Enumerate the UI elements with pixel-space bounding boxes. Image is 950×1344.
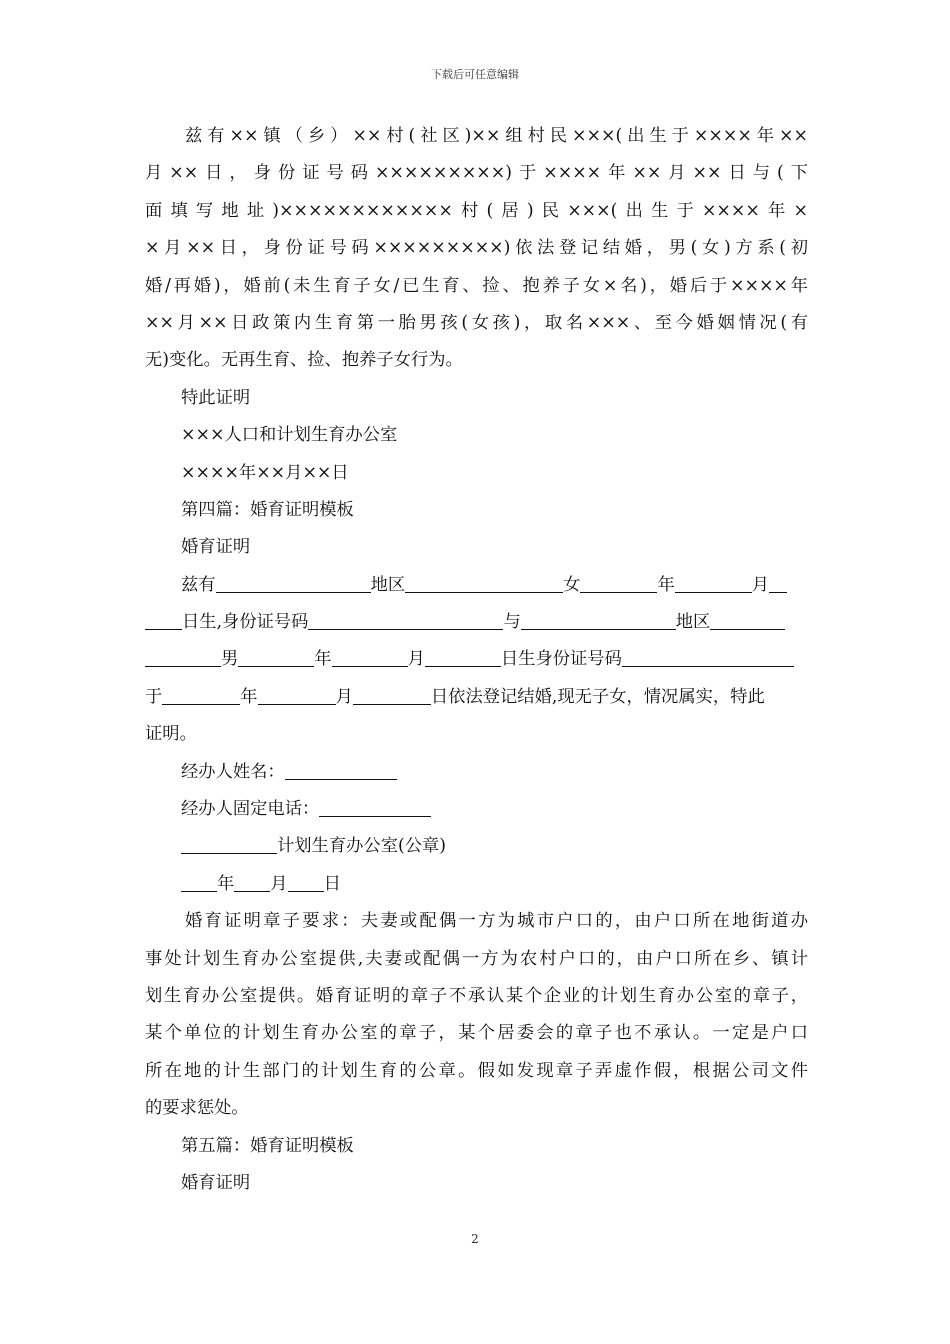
para2-line: 某个单位的计划生育办公室的章子，某个居委会的章子也不承认。一定是户口	[145, 1023, 808, 1044]
handler-name-line: 经办人姓名：	[145, 754, 808, 791]
para2-line: 所在地的计生部门的计划生育的公章。假如发现章子弄虚作假，根据公司文件	[145, 1060, 808, 1081]
office-name-blank	[181, 833, 277, 854]
form-line-5: 证明。	[145, 724, 197, 745]
para2-line: 婚育证明章子要求：夫妻或配偶一方为城市户口的，由户口所在地街道办	[185, 911, 808, 932]
para1-line: 婚/再婚)，婚前(未生育子女/已生育、捡、抱养子女×名)，婚后于××××年	[145, 275, 808, 296]
fill-blank	[181, 871, 217, 892]
issuing-office: ×××人口和计划生育办公室	[181, 425, 398, 446]
para1-line: ××月××日政策内生育第一胎男孩(女孩)，取名×××、至今婚姻情况(有	[145, 312, 808, 333]
handler-phone-blank	[319, 796, 431, 817]
section-4-title: 第四篇：婚育证明模板	[181, 499, 354, 520]
fill-blank	[258, 684, 336, 705]
section-5-title: 第五篇：婚育证明模板	[181, 1135, 354, 1156]
fill-blank	[216, 572, 371, 593]
fill-blank	[288, 871, 324, 892]
fill-blank	[622, 646, 794, 667]
fill-blank	[308, 609, 503, 630]
fill-blank	[145, 609, 182, 630]
fill-blank	[580, 572, 657, 593]
special-statement: 特此证明	[181, 387, 251, 408]
fill-blank	[234, 871, 270, 892]
fill-blank	[769, 572, 787, 593]
fill-blank	[238, 646, 314, 667]
fill-blank	[353, 684, 431, 705]
handler-name-blank	[285, 759, 397, 780]
para2-line: 的要求惩处。	[145, 1098, 249, 1119]
page-number: 2	[471, 1232, 479, 1246]
office-seal-line: 计划生育办公室(公章)	[145, 828, 808, 865]
handler-phone-line: 经办人固定电话：	[145, 791, 808, 828]
form-line-3: 男 年 月 日生身份证号码	[145, 641, 808, 678]
para1-line: 月××日，身份证号码×××××××××)于××××年××月××日与(下	[145, 163, 808, 184]
issue-date: ××××年××月××日	[181, 462, 349, 483]
form-line-4: 于 年 月 日依法登记结婚,现无子女，情况属实，特此	[145, 679, 808, 716]
page-header: 下载后可任意编辑	[431, 68, 519, 81]
fill-blank	[675, 572, 752, 593]
para2-line: 事处计划生育办公室提供,夫妻或配偶一方为农村户口的，由户口所在乡、镇计	[145, 948, 808, 969]
form-line-1: 兹有 地区 女 年 月	[145, 567, 808, 604]
document-body	[145, 118, 808, 1202]
fill-blank	[332, 646, 408, 667]
certificate-title-2: 婚育证明	[181, 1172, 251, 1193]
para1-line: 无)变化。无再生育、捡、抱养子女行为。	[145, 350, 463, 371]
fill-blank	[521, 609, 676, 630]
para1-line: 兹有××镇（乡）××村(社区)××组村民×××(出生于××××年××	[185, 126, 808, 146]
fill-blank	[162, 684, 240, 705]
date-line: 年 月 日	[145, 866, 808, 903]
fill-blank	[405, 572, 563, 593]
para1-line: 面填写地址)××××××××××××村(居)民×××(出生于××××年×	[145, 200, 808, 221]
fill-blank	[425, 646, 501, 667]
fill-blank	[710, 609, 785, 630]
para1-line: ×月××日，身份证号码×××××××××)依法登记结婚，男(女)方系(初	[145, 238, 808, 259]
form-line-2: 日生,身份证号码 与 地区	[145, 604, 808, 641]
fill-blank	[145, 646, 221, 667]
para2-line: 划生育办公室提供。婚育证明的章子不承认某个企业的计划生育办公室的章子，	[145, 985, 808, 1006]
certificate-title: 婚育证明	[181, 537, 251, 558]
